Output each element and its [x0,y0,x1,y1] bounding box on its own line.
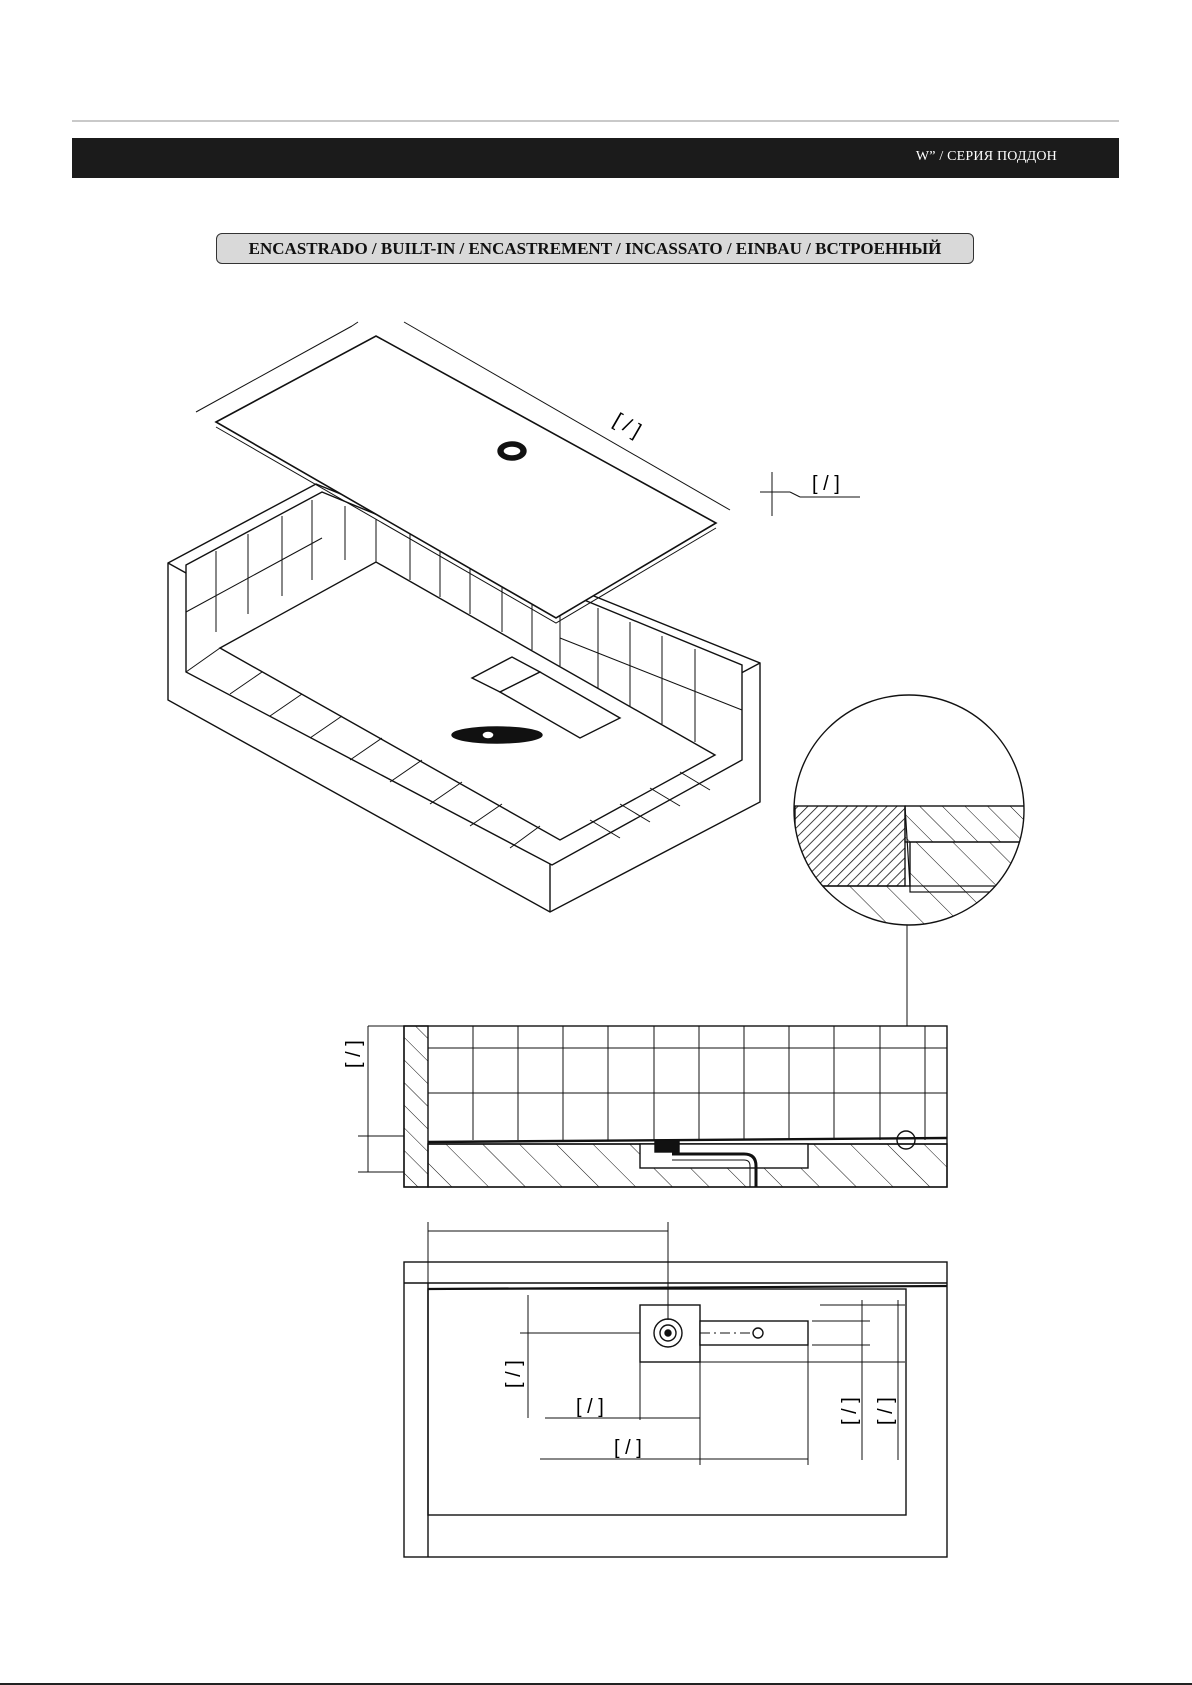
dim-drain-offset-x2: [ / ] [614,1437,642,1459]
dim-drain-offset-x1: [ / ] [576,1396,604,1418]
dim-wall-height: [ / ] [343,1040,365,1068]
isometric-view [168,322,860,912]
dim-drain-offset-y: [ / ] [503,1360,525,1388]
series-title: W” / СЕРИЯ ПОДДОН [915,149,1057,164]
dim-thickness: [ / ] [812,473,840,495]
dim-channel-w1: [ / ] [839,1397,861,1425]
install-type-label: ENCASTRADO / BUILT-IN / ENCASTREMENT / INCASSATO / EINBAU / ВСТРОЕННЫЙ [216,233,974,264]
dim-channel-w2: [ / ] [875,1397,897,1425]
side-section [358,1026,947,1187]
plan-view [404,1222,947,1557]
dim-length: [ / ] [609,409,645,443]
